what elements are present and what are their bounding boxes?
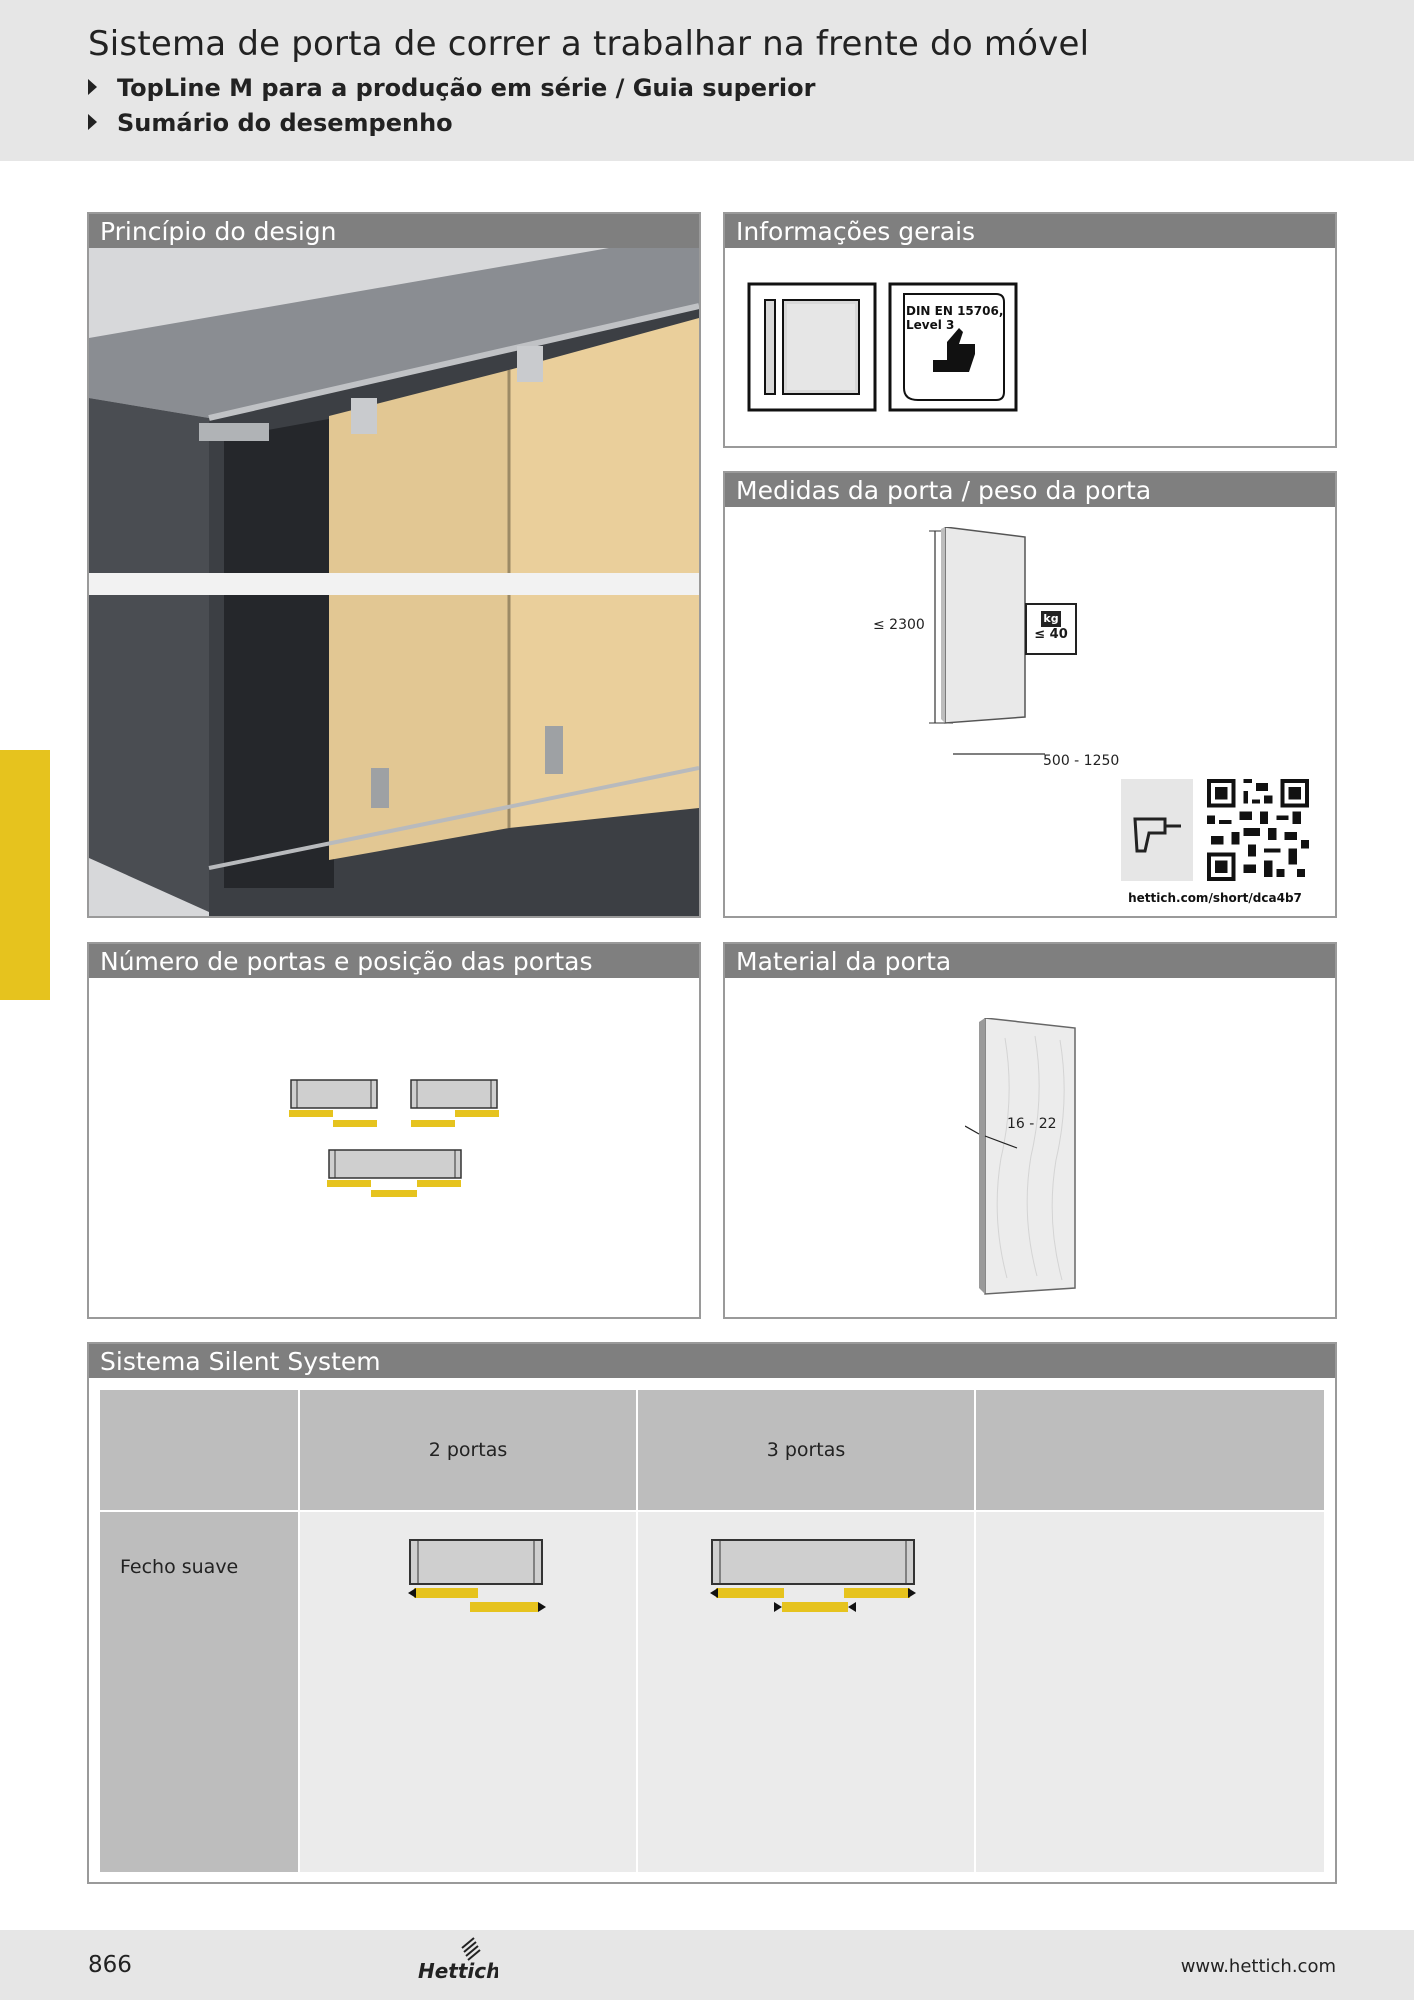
silent-system-table: [100, 1390, 1324, 1872]
page-title: Sistema de porta de correr a trabalhar na frente do móvel: [88, 24, 1090, 64]
cabinet-illustration: [89, 248, 699, 916]
height-label: ≤ 2300: [873, 617, 925, 633]
door-count-panel: [87, 942, 701, 1319]
design-principle-image: [89, 248, 699, 916]
door-panel-drawing: [965, 1018, 1125, 1298]
page-header: [0, 0, 1414, 161]
design-principle-title: Princípio do design: [89, 214, 699, 248]
door-material-title: Material da porta: [725, 944, 1335, 978]
door-dimensions-title: Medidas da porta / peso da porta: [725, 473, 1335, 507]
cell-3-doors-soft-close: [638, 1512, 974, 1872]
door-count-title: Número de portas e posição das portas: [89, 944, 699, 978]
thickness-label: 16 - 22: [1007, 1116, 1057, 1132]
certificate-line-1: DIN EN 15706,: [906, 304, 1004, 318]
col-header-empty: [976, 1390, 1324, 1510]
soft-close-2-doors-icon: [408, 1538, 548, 1618]
col-header-2-doors: 2 portas: [300, 1390, 636, 1510]
soft-close-3-doors-icon: [710, 1538, 920, 1618]
cell-empty-soft-close: [976, 1512, 1324, 1872]
chapter-tab: [0, 750, 50, 1000]
col-header-3-doors: 3 portas: [638, 1390, 974, 1510]
general-info-panel: [723, 212, 1337, 448]
certificate-line-2: Level 3: [906, 318, 955, 332]
brand-name: Hettich: [418, 1959, 498, 1983]
weight-label: ≤ 40: [1034, 627, 1068, 642]
drill-icon: [1121, 779, 1193, 881]
door-dimensions-panel: [723, 471, 1337, 918]
subtitle-topline: [88, 74, 815, 102]
subtitle-topline-text: TopLine M para a produção em série / Guia superior: [117, 74, 816, 102]
door-material-panel: [723, 942, 1337, 1319]
qr-url[interactable]: hettich.com/short/dca4b7: [1128, 891, 1302, 905]
certificate-text: [906, 304, 1003, 332]
weight-icon: [1025, 603, 1077, 655]
page-number: 866: [88, 1952, 132, 1978]
door-position-diagram: [289, 1078, 519, 1208]
page-footer: [0, 1930, 1414, 2000]
door-frame-icon: [747, 282, 877, 412]
triangle-bullet-icon: [88, 114, 97, 130]
triangle-bullet-icon: [88, 79, 97, 95]
qr-code-icon[interactable]: [1207, 779, 1309, 881]
design-principle-panel: [87, 212, 701, 918]
website-link[interactable]: www.hettich.com: [1180, 1956, 1336, 1977]
subtitle-summary-text: Sumário do desempenho: [117, 109, 453, 137]
table-header-empty: [100, 1390, 298, 1510]
width-label: 500 - 1250: [1043, 753, 1120, 769]
row-label-soft-close: Fecho suave: [100, 1512, 298, 1872]
subtitle-summary: [88, 109, 453, 137]
cell-2-doors-soft-close: [300, 1512, 636, 1872]
silent-system-title: Sistema Silent System: [89, 1344, 1335, 1378]
certificate-thumbs-up-icon: [888, 282, 1018, 412]
hettich-logo: [418, 1930, 498, 1990]
general-info-title: Informações gerais: [725, 214, 1335, 248]
weight-unit: kg: [1041, 611, 1061, 627]
